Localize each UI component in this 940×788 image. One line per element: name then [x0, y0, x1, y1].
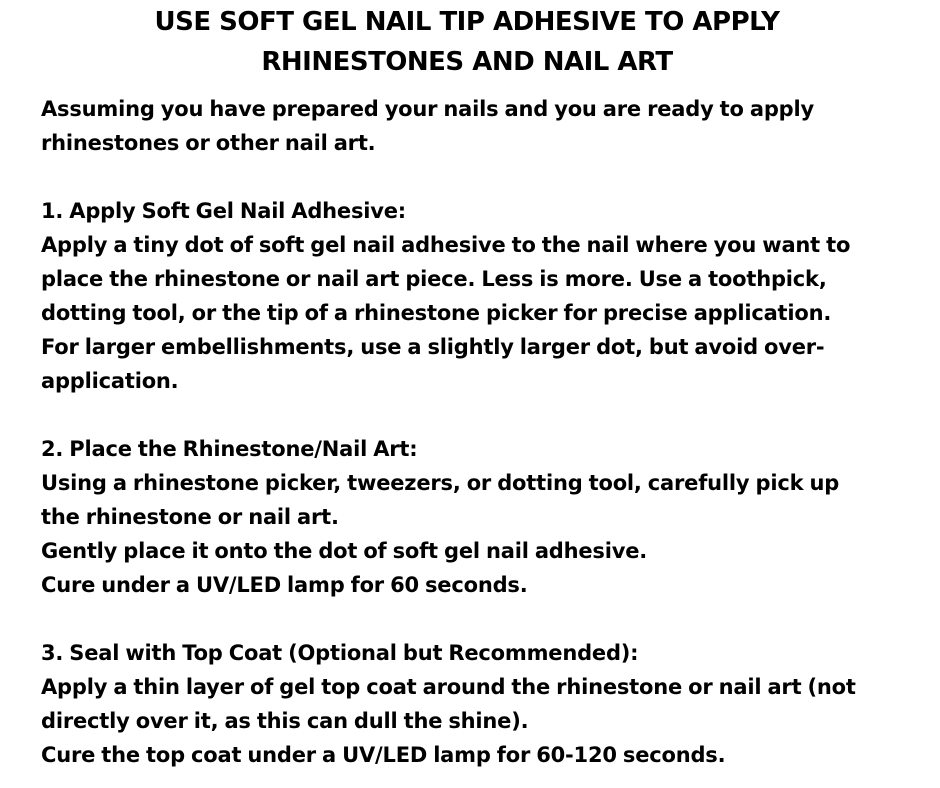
step-1-line: application.: [41, 369, 179, 393]
step-2-line: Using a rhinestone picker, tweezers, or dotting tool, carefully pick up: [41, 471, 840, 495]
title-line-1: USE SOFT GEL NAIL TIP ADHESIVE TO APPLY: [154, 7, 780, 37]
step-1-line: Apply a tiny dot of soft gel nail adhesive to the nail where you want to: [41, 233, 851, 257]
step-1-line: For larger embellishments, use a slightly larger dot, but avoid over-: [41, 335, 825, 359]
step-2-heading: 2. Place the Rhinestone/Nail Art:: [41, 437, 418, 461]
spacer: [41, 602, 921, 636]
intro-line-2: rhinestones or other nail art.: [41, 131, 376, 155]
step-3-line: directly over it, as this can dull the shine).: [41, 709, 529, 733]
step-3-heading: 3. Seal with Top Coat (Optional but Recommended):: [41, 641, 639, 665]
title-line-2: RHINESTONES AND NAIL ART: [261, 47, 673, 77]
spacer: [41, 398, 921, 432]
page-title: [0, 2, 934, 82]
intro-line-1: Assuming you have prepared your nails and you are ready to apply: [41, 97, 814, 121]
step-1-heading: 1. Apply Soft Gel Nail Adhesive:: [41, 199, 407, 223]
step-1-line: dotting tool, or the tip of a rhinestone picker for precise application.: [41, 301, 832, 325]
step-3-line: Apply a thin layer of gel top coat around the rhinestone or nail art (not: [41, 675, 856, 699]
step-3-line: Cure the top coat under a UV/LED lamp for 60-120 seconds.: [41, 743, 726, 767]
spacer: [41, 160, 921, 194]
step-2-line: Cure under a UV/LED lamp for 60 seconds.: [41, 573, 528, 597]
step-1-line: place the rhinestone or nail art piece. Less is more. Use a toothpick,: [41, 267, 827, 291]
step-2-line: Gently place it onto the dot of soft gel nail adhesive.: [41, 539, 648, 563]
step-2-line: the rhinestone or nail art.: [41, 505, 339, 529]
instructions-body: [41, 92, 921, 772]
